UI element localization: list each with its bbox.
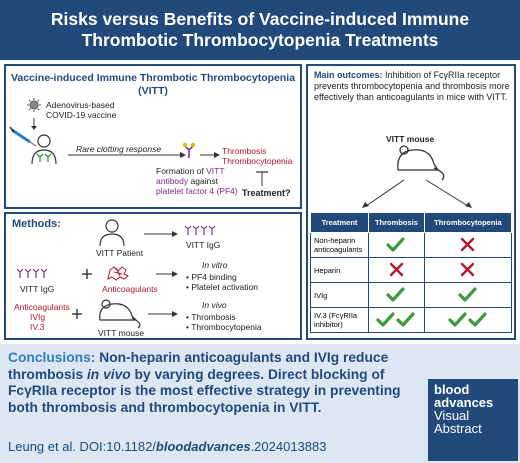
in-vivo-item-1: • Thrombocytopenia bbox=[186, 322, 262, 332]
rare-clotting-label: Rare clotting response bbox=[76, 144, 162, 154]
igg-label-left: VITT IgG bbox=[20, 284, 55, 294]
methods-panel bbox=[4, 212, 302, 340]
check-icon bbox=[448, 311, 468, 328]
in-vivo-item-0: • Thrombosis bbox=[186, 312, 236, 322]
check-icon bbox=[458, 286, 478, 303]
conclusion-section bbox=[0, 344, 520, 463]
row-thrombocytopenia-mark bbox=[424, 258, 511, 283]
row-thrombocytopenia-mark bbox=[424, 283, 511, 308]
row-treatment-label: IVIg bbox=[311, 283, 369, 308]
header-thrombosis: Thrombosis bbox=[369, 213, 425, 233]
row-thrombosis-mark bbox=[369, 258, 425, 283]
in-vitro-item-0: • PF4 binding bbox=[186, 272, 237, 282]
antibody-pf4-complex-icon bbox=[183, 143, 195, 158]
row-thrombosis-mark bbox=[369, 308, 425, 333]
vitt-panel bbox=[4, 64, 302, 209]
treatment-question: Treatment? bbox=[242, 188, 291, 198]
cross-icon bbox=[459, 236, 476, 253]
person-icon bbox=[32, 135, 56, 164]
check-icon bbox=[386, 236, 406, 253]
formation-text: Formation of VITT antibody against platelet factor 4 (PF4) bbox=[156, 166, 238, 196]
in-vivo-label: In vivo bbox=[202, 300, 227, 310]
treatment-0: Anticoagulants bbox=[14, 302, 70, 312]
virus-icon bbox=[27, 98, 41, 112]
anticoagulants-label: Anticoagulants bbox=[102, 284, 158, 294]
table-row bbox=[311, 308, 512, 333]
vitt-title: Vaccine-induced Immune Thrombotic Thrombocytopenia (VITT) bbox=[10, 72, 296, 97]
row-thrombocytopenia-mark bbox=[424, 308, 511, 333]
outcome-thrombocytopenia: Thrombocytopenia bbox=[222, 156, 293, 166]
treatment-2: IV.3 bbox=[30, 322, 45, 332]
antibody-icon-green bbox=[37, 154, 51, 162]
check-icon bbox=[376, 311, 396, 328]
conclusion-text: Conclusions: Non-heparin anticoagulants and IVIg reduce thrombosis in vivo by varying degrees. Direct blocking of FcγRIIa receptor is the most effective strategy in preventing both thrombosis and thrombocytopenia in VITT. bbox=[8, 350, 401, 415]
methods-illustration bbox=[6, 214, 300, 338]
header-thrombocytopenia: Thrombocytopenia bbox=[424, 213, 511, 233]
mouse-label: VITT mouse bbox=[98, 328, 145, 338]
results-header-row bbox=[311, 213, 512, 233]
row-treatment-label: Heparin bbox=[311, 258, 369, 283]
outcome-thrombosis: Thrombosis bbox=[222, 146, 267, 156]
plus-icon-2 bbox=[72, 309, 82, 319]
igg-icon-top bbox=[185, 226, 215, 235]
row-treatment-label: Non-heparin anticoagulants bbox=[311, 233, 369, 258]
treatment-1: IVIg bbox=[30, 312, 46, 322]
in-vitro-item-1: • Platelet activation bbox=[186, 282, 258, 292]
cross-icon bbox=[388, 261, 405, 278]
outcomes-illustration bbox=[308, 66, 514, 212]
igg-label-top: VITT IgG bbox=[186, 240, 221, 250]
journal-logo: blood advances Visual Abstract bbox=[428, 379, 518, 461]
results-table bbox=[310, 212, 512, 333]
mouse-icon-outcomes bbox=[398, 146, 444, 180]
page-title: Risks versus Benefits of Vaccine-induced Immune Thrombotic Thrombocytopenia Treatments bbox=[50, 9, 470, 50]
check-icon bbox=[396, 311, 416, 328]
anticoagulant-icon bbox=[108, 267, 128, 280]
syringe-icon bbox=[10, 127, 36, 146]
methods-title: Methods: bbox=[12, 218, 61, 230]
row-treatment-label: IV.3 (FcγRIIa inhibitor) bbox=[311, 308, 369, 333]
check-icon bbox=[468, 311, 488, 328]
citation[interactable]: Leung et al. DOI:10.1182/bloodadvances.2024013883 bbox=[8, 439, 327, 454]
header-treatment: Treatment bbox=[311, 213, 369, 233]
check-icon bbox=[386, 286, 406, 303]
vaccine-label: Adenovirus-based COVID-19 vaccine bbox=[46, 100, 117, 120]
mouse-icon bbox=[100, 300, 140, 328]
table-row bbox=[311, 233, 512, 258]
table-row bbox=[311, 258, 512, 283]
plus-icon-1 bbox=[82, 269, 92, 279]
row-thrombocytopenia-mark bbox=[424, 233, 511, 258]
outcomes-title: Main outcomes: Inhibition of FcγRIIa receptor prevents thrombocytopenia and thrombosis more effectively than anticoagulants in mice with VITT. bbox=[314, 70, 510, 102]
outcomes-panel bbox=[306, 64, 516, 340]
igg-icon-left bbox=[17, 269, 47, 278]
outcomes-mouse-label: VITT mouse bbox=[386, 134, 435, 144]
cross-icon bbox=[459, 261, 476, 278]
title-banner bbox=[0, 0, 520, 60]
patient-label: VITT Patient bbox=[96, 248, 144, 258]
in-vitro-label: In vitro bbox=[202, 260, 228, 270]
row-thrombosis-mark bbox=[369, 283, 425, 308]
table-row bbox=[311, 283, 512, 308]
patient-icon bbox=[100, 220, 124, 246]
row-thrombosis-mark bbox=[369, 233, 425, 258]
